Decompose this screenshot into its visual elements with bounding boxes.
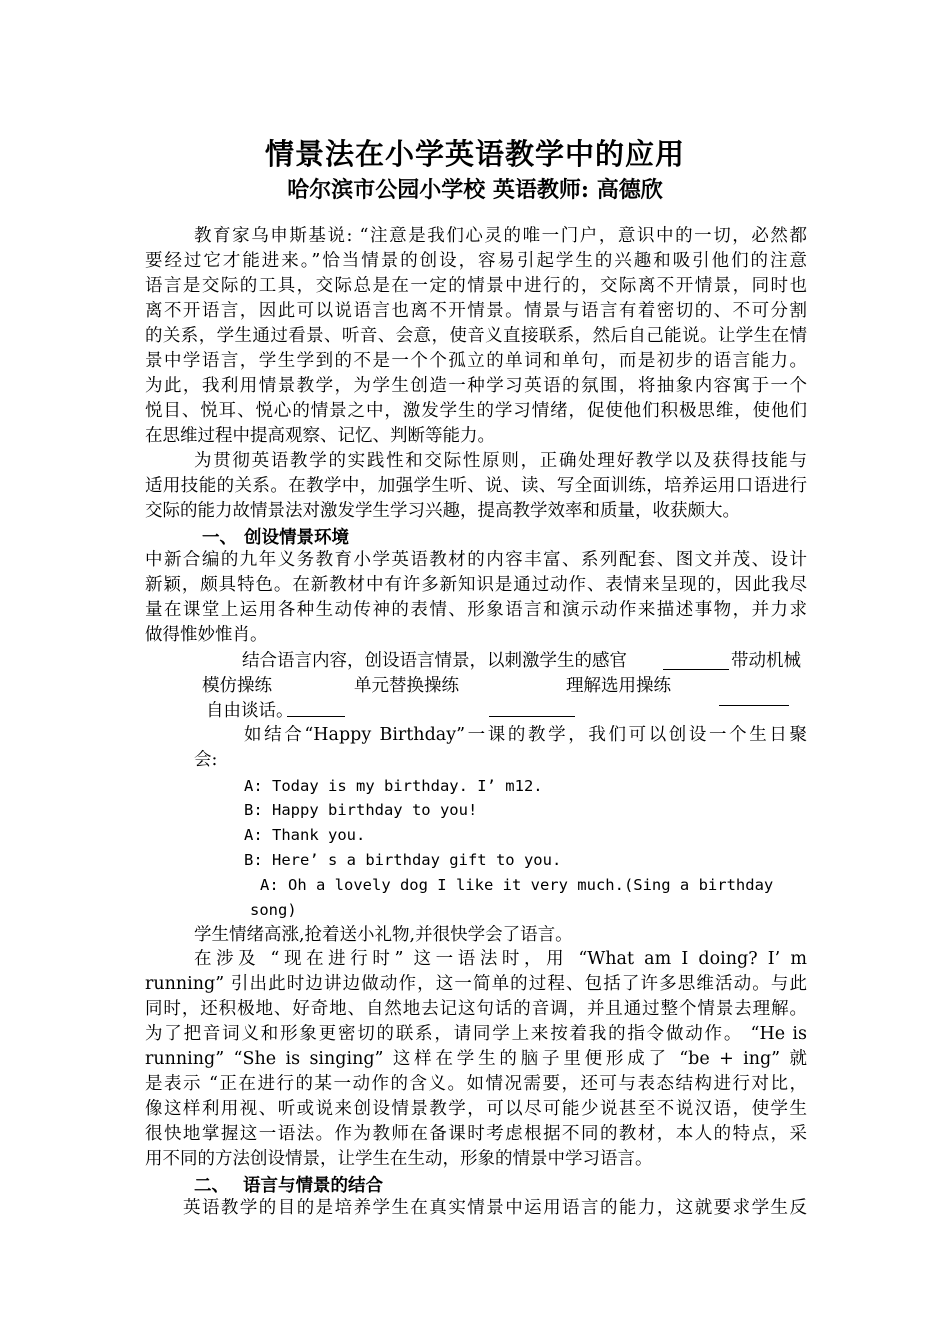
paragraph-line: 教育家乌申斯基说: “注意是我们心灵的唯一门户，意识中的一切，必然都 [194, 226, 807, 246]
paragraph-line: 像这样利用视、听或说来创设情景教学，可以尽可能少说甚至不说汉语，使学生 [145, 1099, 807, 1119]
paragraph-line: 是表示 “正在进行的某一动作的含义。如情况需要，还可与表态结构进行对比， [145, 1074, 807, 1094]
flow-arrow-line [663, 669, 729, 670]
flow-intro: 结合语言内容，创设语言情景，以刺激学生的感官 [242, 651, 627, 671]
paragraph-line: 同时，还积极地、好奇地、自然地去记这句话的音调，并且通过整个情景去理解。 [145, 999, 807, 1019]
section-heading: 创设情景环境 [244, 528, 349, 548]
paragraph-line: 要经过它才能进来。”恰当情景的创设，容易引起学生的兴趣和吸引他们的注意 [145, 251, 807, 271]
flow-arrow-line [287, 716, 345, 717]
paragraph-line: 语言是交际的工具，交际总是在一定的情景中进行的，交际离不开情景，同时也 [145, 276, 807, 296]
paragraph-line: running” 引出此时边讲边做动作，这一简单的过程、包括了许多思维活动。与此 [145, 974, 807, 994]
dialog-line: A: Oh a lovely dog I like it very much.(Sing a birthday [260, 876, 774, 894]
paragraph-line: 英语教学的目的是培养学生在真实情景中运用语言的能力，这就要求学生反 [183, 1198, 807, 1218]
paragraph-line: 为此，我利用情景教学，为学生创造一种学习英语的氛围，将抽象内容寓于一个 [145, 376, 807, 396]
paragraph-line: 学生情绪高涨,抢着送小礼物,并很快学会了语言。 [194, 925, 573, 945]
paragraph-line: 为贯彻英语教学的实践性和交际性原则，正确处理好教学以及获得技能与 [194, 451, 807, 471]
section-heading: 语言与情景的结合 [243, 1176, 383, 1196]
paragraph-line: 为了把音词义和形象更密切的联系，请同学上来按着我的指令做动作。 “He is [145, 1024, 807, 1044]
dialog-line: A: Thank you. [244, 826, 366, 844]
paragraph-line: 悦目、悦耳、悦心的情景之中，激发学生的学习情绪，促使他们积极思维，使他们 [145, 401, 807, 421]
paragraph-line: 交际的能力故情景法对激发学生学习兴趣，提高教学效率和质量，收获颇大。 [145, 501, 740, 521]
paragraph-line: running” “She is singing” 这样在学生的脑子里便形成了 “be + ing” 就 [145, 1049, 807, 1069]
dialog-line: song) [250, 901, 297, 919]
paragraph-line: 中新合编的九年义务教育小学英语教材的内容丰富、系列配套、图文并茂、设计 [145, 550, 807, 570]
paragraph-line: 做得惟妙惟肖。 [145, 625, 268, 645]
flow-step: 自由谈话。 [206, 701, 294, 721]
paragraph-line: 量在课堂上运用各种生动传神的表情、形象语言和演示动作来描述事物，并力求 [145, 600, 807, 620]
flow-arrow-line [489, 716, 575, 717]
document-title: 情景法在小学英语教学中的应用 [264, 137, 685, 171]
dialog-line: B: Happy birthday to you! [244, 801, 478, 819]
flow-arrow-line [719, 705, 789, 706]
paragraph-line: 适用技能的关系。在教学中，加强学生听、说、读、写全面训练，培养运用口语进行 [145, 476, 807, 496]
section-number: 二、 [194, 1176, 229, 1196]
paragraph-line: 新颖，颇具特色。在新教材中有许多新知识是通过动作、表情来呈现的，因此我尽 [145, 575, 807, 595]
section-number: 一、 [202, 528, 237, 548]
dialog-line: A: Today is my birthday. I’ m12. [244, 777, 543, 795]
paragraph-line: 用不同的方法创设情景，让学生在生动，形象的情景中学习语言。 [145, 1149, 653, 1169]
paragraph-line: 在思维过程中提高观察、记忆、判断等能力。 [145, 426, 495, 446]
paragraph-line: 很快地掌握这一语法。作为教师在备课时考虑根据不同的教材，本人的特点，采 [145, 1124, 807, 1144]
flow-step: 单元替换操练 [354, 676, 459, 696]
paragraph-line: 会: [194, 750, 218, 770]
paragraph-line: 景中学语言，学生学到的不是一个个孤立的单词和单句，而是初步的语言能力。 [145, 351, 807, 371]
flow-step: 带动机械 [731, 651, 801, 671]
paragraph-line: 如结合“Happy Birthday”一课的教学，我们可以创设一个生日聚 [244, 725, 807, 745]
flow-step: 理解选用操练 [566, 676, 671, 696]
dialog-line: B: Here’ s a birthday gift to you. [244, 851, 562, 869]
document-subtitle: 哈尔滨市公园小学校 英语教师: 高德欣 [287, 177, 663, 203]
paragraph-line: 的关系，学生通过看景、听音、会意，使音义直接联系，然后自己能说。让学生在情 [145, 326, 807, 346]
paragraph-line: 离不开语言，因此可以说语言也离不开情景。情景与语言有着密切的、不可分割 [145, 301, 807, 321]
flow-step: 模仿操练 [202, 676, 272, 696]
paragraph-line: 在涉及 “现在进行时” 这一语法时，用 “What am I doing? I’ m [194, 949, 807, 969]
